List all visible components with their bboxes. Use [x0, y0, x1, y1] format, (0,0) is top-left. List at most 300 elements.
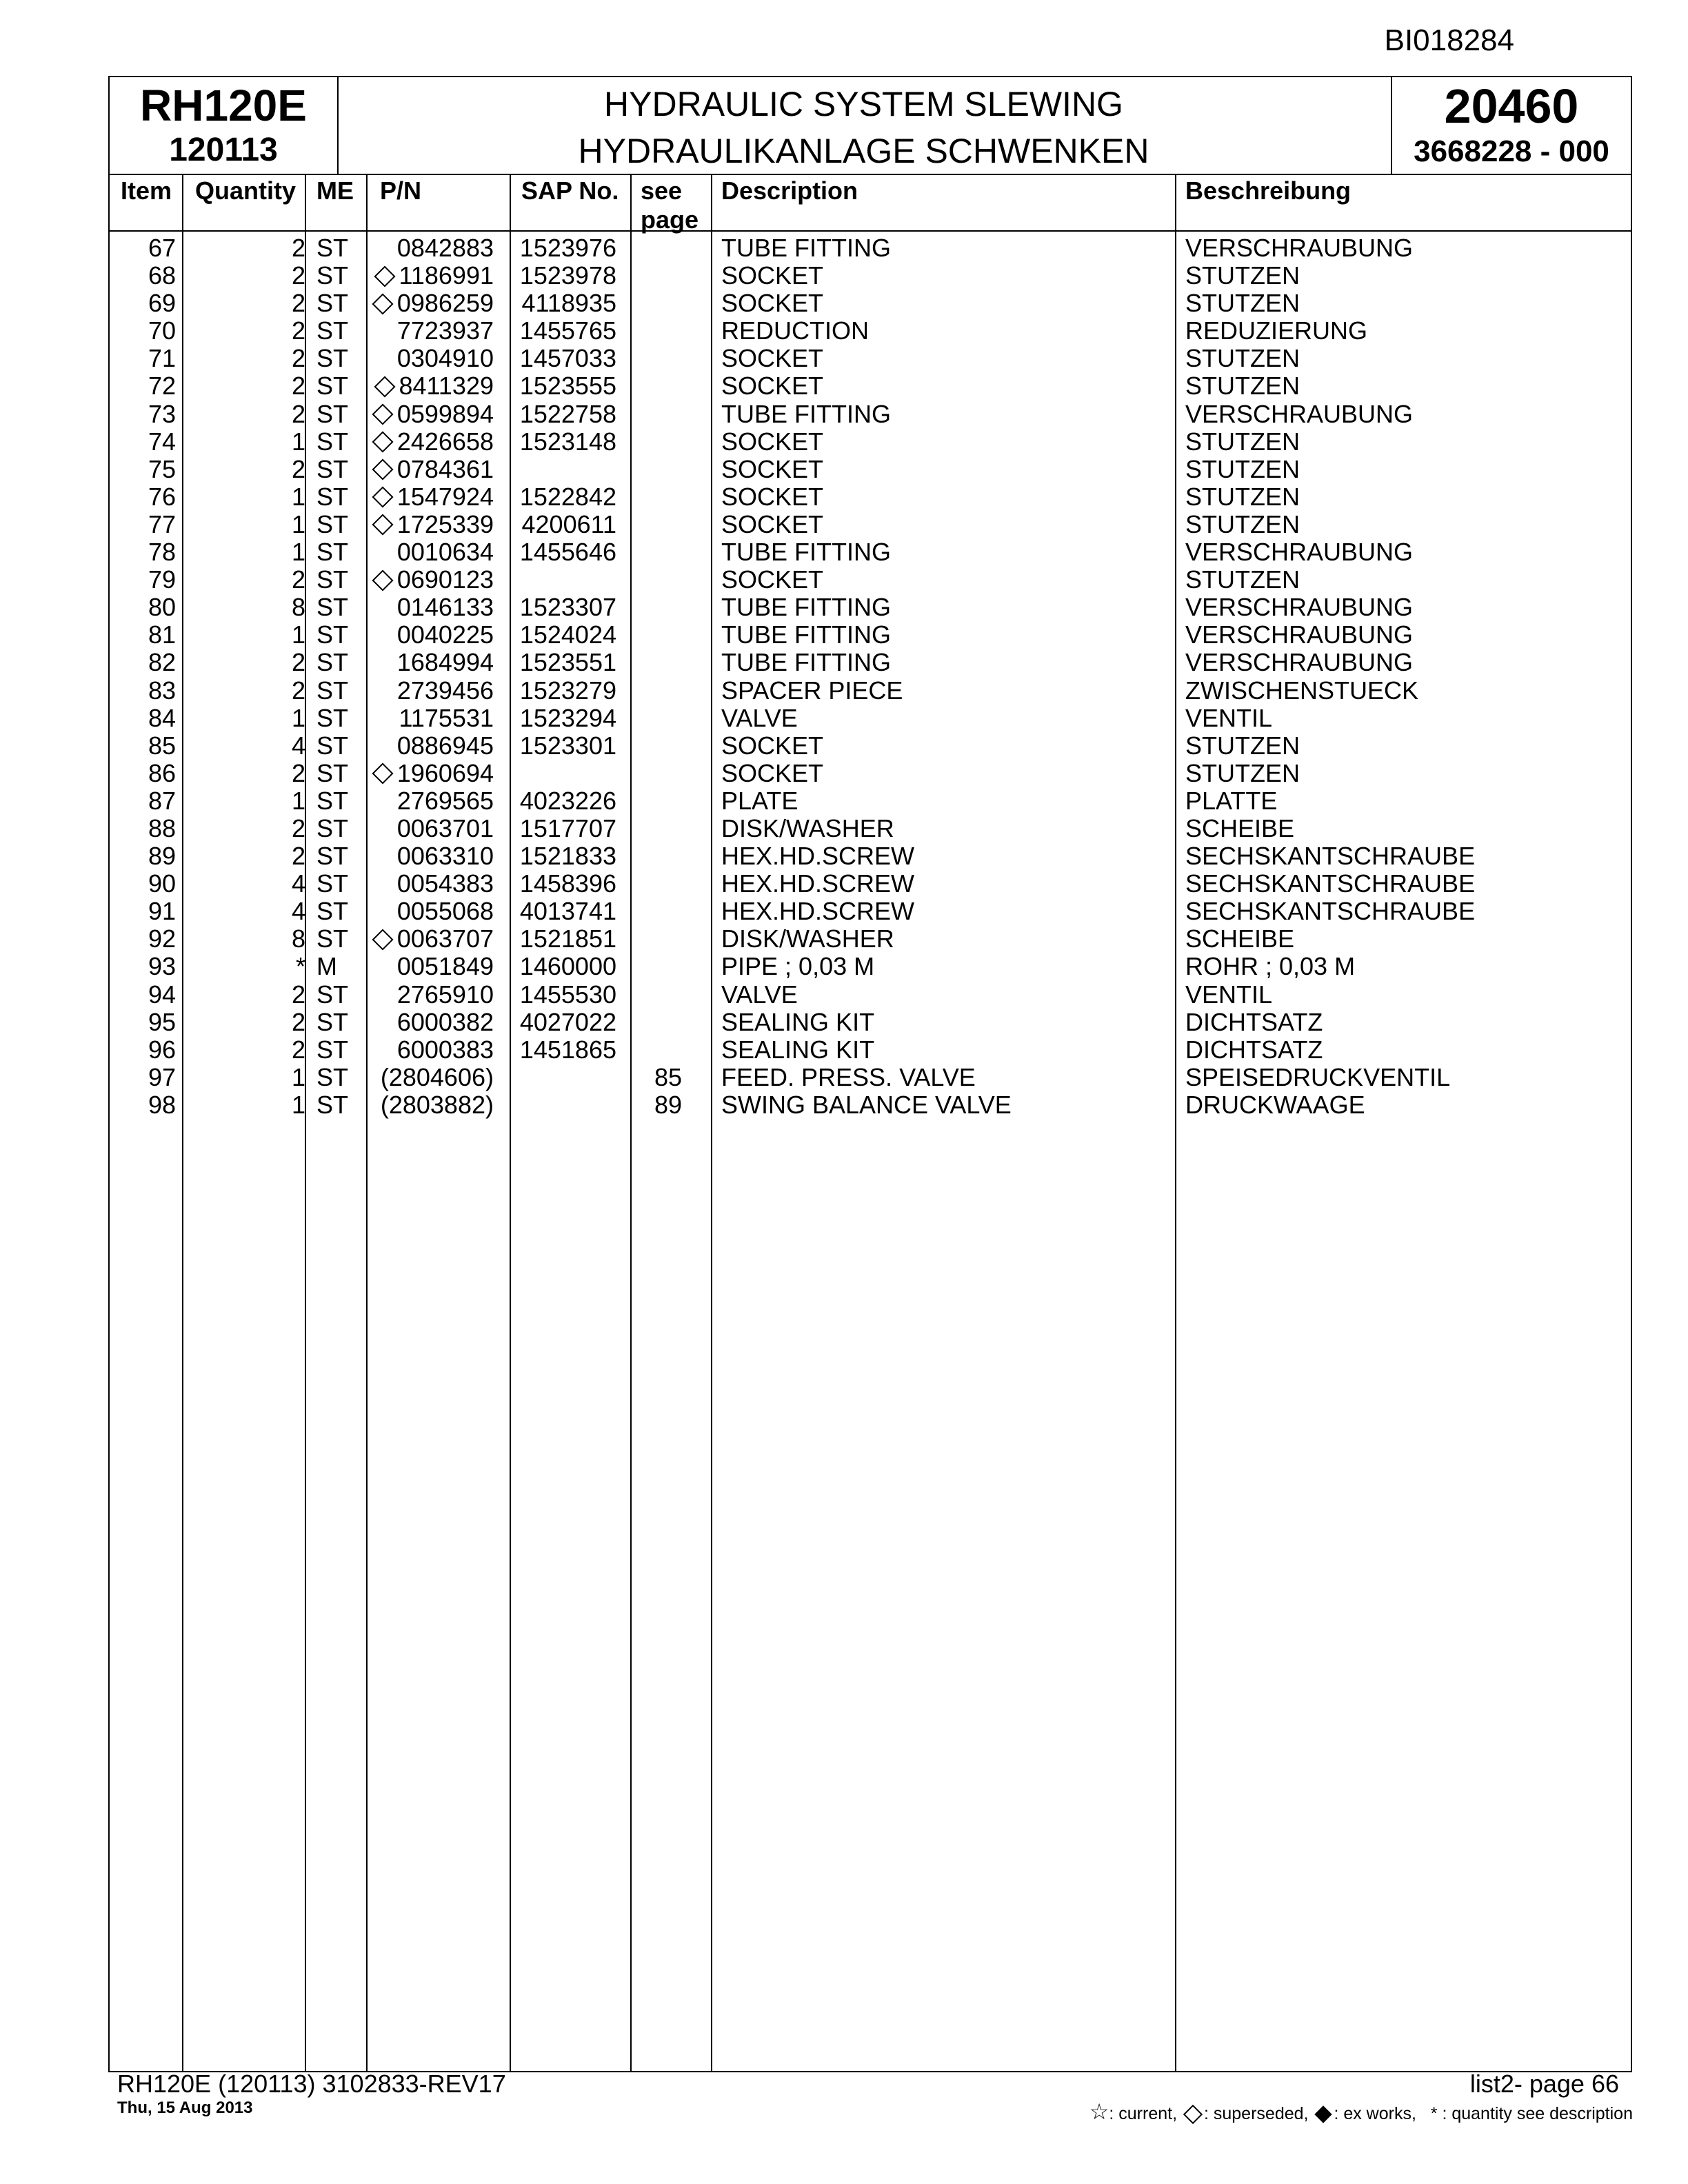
quantity-text: 8	[291, 593, 305, 622]
part-number	[377, 262, 494, 290]
sap-number-text: 1521833	[519, 842, 616, 871]
description-text: FEED. PRESS. VALVE	[721, 1062, 976, 1091]
table-row	[110, 594, 1631, 621]
superseded-diamond-icon	[372, 403, 393, 425]
item-number-text: 89	[148, 842, 176, 871]
part-number-text: 0040225	[396, 620, 494, 649]
unit	[316, 262, 348, 290]
part-number-text: 1186991	[399, 261, 494, 290]
superseded-diamond-icon	[372, 763, 393, 785]
description	[721, 870, 914, 898]
col-sap: SAP No.	[521, 176, 619, 205]
beschreibung-text: STUTZEN	[1185, 758, 1300, 787]
table-row	[110, 1064, 1631, 1091]
description-text: SOCKET	[721, 372, 824, 401]
part-number	[397, 732, 494, 760]
part-number-text: 1960694	[396, 758, 494, 787]
description	[721, 898, 914, 925]
beschreibung-text: STUTZEN	[1185, 289, 1300, 318]
beschreibung-text: STUTZEN	[1185, 565, 1300, 594]
description-text: HEX.HD.SCREW	[721, 842, 915, 871]
description-text: PLATE	[721, 786, 798, 815]
beschreibung-text: VERSCHRAUBUNG	[1185, 234, 1414, 262]
beschreibung-text: STUTZEN	[1185, 344, 1300, 373]
part-number-text: 0063310	[396, 842, 494, 871]
sap-number	[520, 262, 616, 290]
quantity-text: 2	[291, 289, 305, 318]
description	[721, 1009, 874, 1036]
part-number-text: 0690123	[396, 565, 494, 594]
part-number-text: 2765910	[396, 980, 494, 1009]
quantity	[292, 456, 305, 483]
column-headers	[110, 174, 1631, 232]
item-number-text: 95	[148, 1007, 176, 1036]
sap-number-text: 1457033	[519, 344, 616, 373]
description	[721, 732, 823, 760]
table-row	[110, 925, 1631, 953]
description	[721, 345, 823, 372]
quantity	[292, 815, 305, 842]
item-number-text: 81	[148, 620, 176, 649]
unit-text: ST	[316, 620, 349, 649]
unit-text: ST	[316, 703, 349, 732]
quantity-text: 2	[291, 1035, 305, 1064]
see-page-text: 89	[654, 1090, 683, 1119]
beschreibung	[1185, 511, 1300, 538]
table-row	[110, 870, 1631, 898]
description	[721, 538, 891, 566]
quantity-text: *	[295, 952, 305, 981]
table-row	[110, 566, 1631, 594]
quantity-text: 2	[291, 565, 305, 594]
item-number	[114, 1064, 176, 1091]
quantity	[292, 262, 305, 290]
sap-number	[520, 677, 616, 705]
quantity	[292, 538, 305, 566]
beschreibung	[1185, 456, 1300, 483]
quantity	[292, 566, 305, 594]
item-number-text: 87	[148, 786, 176, 815]
unit	[316, 401, 348, 428]
unit	[316, 953, 337, 980]
part-number-text: 0010634	[396, 538, 494, 567]
quantity	[292, 1091, 305, 1119]
beschreibung-text: VERSCHRAUBUNG	[1185, 399, 1414, 428]
description-text: SOCKET	[721, 509, 824, 538]
unit-text: ST	[316, 482, 349, 511]
part-number-text: 8411329	[399, 372, 494, 401]
unit-text: ST	[316, 897, 349, 926]
beschreibung	[1185, 538, 1413, 566]
part-number	[397, 953, 494, 980]
quantity-text: 2	[291, 676, 305, 705]
quantity-text: 2	[291, 842, 305, 871]
item-number	[114, 649, 176, 676]
item-number	[114, 870, 176, 898]
item-number	[114, 953, 176, 980]
table-row	[110, 842, 1631, 870]
part-number	[397, 594, 494, 621]
description-text: VALVE	[721, 980, 798, 1009]
sap-number	[520, 538, 616, 566]
quantity	[292, 870, 305, 898]
description-text: SWING BALANCE VALVE	[721, 1090, 1012, 1119]
col-description: Description	[721, 176, 858, 205]
table-row	[110, 234, 1631, 262]
header	[110, 77, 1631, 175]
description-text: TUBE FITTING	[721, 234, 891, 262]
item-number-text: 91	[148, 897, 176, 926]
item-number-text: 71	[148, 344, 176, 373]
col-me: ME	[316, 176, 354, 205]
col-see-page: see page	[641, 176, 699, 234]
superseded-diamond-icon	[372, 459, 393, 481]
sap-number-text: 1523555	[519, 372, 616, 401]
sap-number-text: 1524024	[519, 620, 616, 649]
quantity	[292, 1036, 305, 1064]
unit-text: ST	[316, 1062, 349, 1091]
legend-current: : current,	[1109, 2104, 1178, 2123]
quantity	[296, 953, 305, 980]
sap-number-text: 4118935	[521, 289, 616, 318]
part-number	[375, 456, 494, 483]
quantity-text: 2	[291, 758, 305, 787]
unit	[316, 511, 348, 538]
quantity	[292, 705, 305, 732]
quantity	[292, 981, 305, 1009]
unit-text: ST	[316, 261, 349, 290]
item-number	[114, 317, 176, 345]
description-text: SEALING KIT	[721, 1007, 875, 1036]
sap-number	[520, 345, 616, 372]
description-text: DISK/WASHER	[721, 813, 894, 842]
table-row	[110, 705, 1631, 732]
item-number-text: 69	[148, 289, 176, 318]
beschreibung	[1185, 428, 1300, 456]
part-number	[399, 705, 494, 732]
beschreibung	[1185, 815, 1294, 842]
superseded-diamond-icon	[372, 929, 393, 950]
sap-number	[520, 953, 616, 980]
unit	[316, 787, 348, 815]
item-number-text: 84	[148, 703, 176, 732]
sap-number-text: 4013741	[519, 897, 616, 926]
part-number	[397, 1009, 494, 1036]
sap-number	[520, 787, 616, 815]
description	[721, 401, 891, 428]
unit	[316, 898, 348, 925]
unit-text: ST	[316, 731, 349, 760]
diamond-filled-icon	[1315, 2106, 1332, 2123]
part-number	[397, 234, 494, 262]
table-row	[110, 511, 1631, 538]
description	[721, 1064, 976, 1091]
quantity	[292, 290, 305, 317]
sap-number-text: 1451865	[519, 1035, 616, 1064]
item-number	[114, 842, 176, 870]
item-number-text: 68	[148, 261, 176, 290]
unit-text: ST	[316, 813, 349, 842]
beschreibung	[1185, 401, 1413, 428]
item-number	[114, 705, 176, 732]
unit-text: ST	[316, 980, 349, 1009]
beschreibung-text: VENTIL	[1185, 980, 1273, 1009]
beschreibung-text: SCHEIBE	[1185, 924, 1295, 953]
quantity-text: 1	[291, 786, 305, 815]
table-row	[110, 649, 1631, 676]
quantity-text: 2	[291, 344, 305, 373]
beschreibung-text: SECHSKANTSCHRAUBE	[1185, 842, 1476, 871]
part-number	[397, 677, 494, 705]
item-number-text: 75	[148, 454, 176, 483]
description-text: SOCKET	[721, 427, 824, 456]
item-number	[114, 428, 176, 456]
beschreibung-text: STUTZEN	[1185, 482, 1300, 511]
unit-text: ST	[316, 372, 349, 401]
sap-number-text: 1522842	[519, 482, 616, 511]
document-number: 3668228 - 000	[1414, 134, 1609, 168]
item-number-text: 82	[148, 648, 176, 677]
part-number-text: 7723937	[396, 316, 494, 345]
sap-number-text: 1523294	[519, 703, 616, 732]
beschreibung-text: SECHSKANTSCHRAUBE	[1185, 897, 1476, 926]
part-number	[397, 842, 494, 870]
sap-number-text: 1521851	[519, 924, 616, 953]
sap-number	[520, 842, 616, 870]
part-number-text: 0146133	[396, 593, 494, 622]
beschreibung-text: ROHR ; 0,03 M	[1185, 952, 1356, 981]
sap-number	[520, 870, 616, 898]
quantity	[292, 345, 305, 372]
unit-text: ST	[316, 1007, 349, 1036]
unit	[316, 649, 348, 676]
description	[721, 594, 891, 621]
description-text: SEALING KIT	[721, 1035, 875, 1064]
sap-number-text: 1523551	[519, 648, 616, 677]
unit	[316, 621, 348, 649]
description-text: REDUCTION	[721, 316, 869, 345]
quantity-text: 1	[291, 620, 305, 649]
sap-number-text: 1460000	[519, 952, 616, 981]
part-number-text: 0304910	[396, 344, 494, 373]
table-row	[110, 981, 1631, 1009]
beschreibung-text: DICHTSATZ	[1185, 1035, 1323, 1064]
description-text: SPACER PIECE	[721, 676, 903, 705]
description-text: TUBE FITTING	[721, 620, 891, 649]
part-number	[397, 1036, 494, 1064]
sap-number	[520, 401, 616, 428]
description	[721, 566, 823, 594]
description	[721, 705, 798, 732]
item-number-text: 70	[148, 316, 176, 345]
beschreibung-text: SCHEIBE	[1185, 813, 1295, 842]
beschreibung-text: SPEISEDRUCKVENTIL	[1185, 1062, 1451, 1091]
beschreibung	[1185, 345, 1300, 372]
quantity	[292, 511, 305, 538]
description	[721, 760, 823, 787]
description-text: PIPE ; 0,03 M	[721, 952, 875, 981]
table-row	[110, 815, 1631, 842]
superseded-diamond-icon	[372, 487, 393, 508]
item-number	[114, 925, 176, 953]
part-number-text: 1547924	[396, 482, 494, 511]
part-number	[397, 621, 494, 649]
unit-text: ST	[316, 344, 349, 373]
item-number	[114, 677, 176, 705]
part-number-text: 0051849	[396, 952, 494, 981]
unit	[316, 372, 348, 400]
description-text: TUBE FITTING	[721, 648, 891, 677]
beschreibung	[1185, 1036, 1323, 1064]
col-beschreibung: Beschreibung	[1185, 176, 1352, 205]
part-number-text: 2739456	[396, 676, 494, 705]
item-number-text: 92	[148, 924, 176, 953]
item-number-text: 79	[148, 565, 176, 594]
unit-text: ST	[316, 538, 349, 567]
unit	[316, 234, 348, 262]
item-number	[114, 732, 176, 760]
description-text: SOCKET	[721, 731, 824, 760]
beschreibung-text: PLATTE	[1185, 786, 1278, 815]
description	[721, 677, 903, 705]
sap-number-text: 1455765	[519, 316, 616, 345]
sap-number-text: 1455646	[519, 538, 616, 567]
table-row	[110, 483, 1631, 511]
superseded-diamond-icon	[372, 293, 393, 314]
part-number-text: 1684994	[396, 648, 494, 677]
description-text: HEX.HD.SCREW	[721, 869, 915, 898]
group-number: 20460	[1444, 79, 1579, 133]
part-number	[397, 345, 494, 372]
table-row	[110, 1009, 1631, 1036]
superseded-diamond-icon	[372, 432, 393, 453]
part-number-text: (2804606)	[380, 1062, 494, 1091]
part-number	[397, 649, 494, 676]
title-block	[337, 77, 1390, 174]
beschreibung	[1185, 566, 1300, 594]
sap-number-text: 1458396	[519, 869, 616, 898]
table-row	[110, 732, 1631, 760]
table-row	[110, 317, 1631, 345]
table-row	[110, 538, 1631, 566]
unit-text: ST	[316, 289, 349, 318]
sap-number-text: 4200611	[521, 509, 616, 538]
sap-number	[520, 649, 616, 676]
col-pn: P/N	[380, 176, 422, 205]
quantity	[292, 621, 305, 649]
quantity	[292, 787, 305, 815]
description-text: SOCKET	[721, 482, 824, 511]
item-number-text: 93	[148, 952, 176, 981]
item-number	[114, 594, 176, 621]
unit-text: ST	[316, 593, 349, 622]
table-row	[110, 760, 1631, 787]
item-number-text: 96	[148, 1035, 176, 1064]
beschreibung	[1185, 1091, 1365, 1119]
item-number-text: 73	[148, 399, 176, 428]
beschreibung-text: VERSCHRAUBUNG	[1185, 593, 1414, 622]
quantity	[292, 1009, 305, 1036]
part-number-text: 6000382	[396, 1007, 494, 1036]
table-row	[110, 372, 1631, 400]
part-number	[397, 815, 494, 842]
description-text: SOCKET	[721, 454, 824, 483]
beschreibung	[1185, 317, 1367, 345]
quantity-text: 2	[291, 1007, 305, 1036]
sap-number-text: 1522758	[519, 399, 616, 428]
unit-text: ST	[316, 648, 349, 677]
part-number	[397, 317, 494, 345]
sap-number	[520, 483, 616, 511]
unit	[316, 1064, 348, 1091]
unit	[316, 1009, 348, 1036]
see-page-text: 85	[654, 1062, 683, 1091]
part-number	[375, 401, 494, 428]
description-text: SOCKET	[721, 289, 824, 318]
star-icon: ☆	[1089, 2099, 1109, 2124]
item-number	[114, 511, 176, 538]
part-number	[381, 1091, 494, 1119]
sap-number	[522, 511, 616, 538]
beschreibung	[1185, 594, 1413, 621]
unit	[316, 290, 348, 317]
quantity-text: 2	[291, 372, 305, 401]
see-page	[654, 1091, 682, 1119]
unit	[316, 842, 348, 870]
item-number	[114, 483, 176, 511]
beschreibung-text: STUTZEN	[1185, 454, 1300, 483]
table-row	[110, 898, 1631, 925]
unit-text: ST	[316, 758, 349, 787]
item-number	[114, 345, 176, 372]
item-number-text: 80	[148, 593, 176, 622]
beschreibung	[1185, 925, 1294, 953]
sap-number	[520, 594, 616, 621]
unit-text: ST	[316, 842, 349, 871]
item-number	[114, 815, 176, 842]
sap-number-text: 1523976	[519, 234, 616, 262]
beschreibung	[1185, 898, 1475, 925]
quantity	[292, 234, 305, 262]
legend-quantity: * : quantity see description	[1430, 2104, 1633, 2123]
part-number	[375, 483, 494, 511]
beschreibung-text: SECHSKANTSCHRAUBE	[1185, 869, 1476, 898]
model-block	[110, 77, 339, 174]
item-number	[114, 1009, 176, 1036]
beschreibung	[1185, 677, 1418, 705]
table-row	[110, 290, 1631, 317]
part-number	[375, 290, 494, 317]
description	[721, 290, 823, 317]
unit	[316, 428, 348, 456]
beschreibung	[1185, 842, 1475, 870]
part-number-text: 2769565	[396, 786, 494, 815]
quantity	[292, 925, 305, 953]
quantity-text: 2	[291, 648, 305, 677]
quantity-text: 1	[291, 1090, 305, 1119]
quantity-text: 4	[291, 869, 305, 898]
item-number	[114, 290, 176, 317]
beschreibung	[1185, 1064, 1450, 1091]
unit-text: ST	[316, 234, 349, 262]
description	[721, 981, 798, 1009]
sap-number-text: 4023226	[519, 786, 616, 815]
table-row	[110, 621, 1631, 649]
part-number	[397, 981, 494, 1009]
unit	[316, 1091, 348, 1119]
part-number	[397, 787, 494, 815]
beschreibung-text: VERSCHRAUBUNG	[1185, 648, 1414, 677]
